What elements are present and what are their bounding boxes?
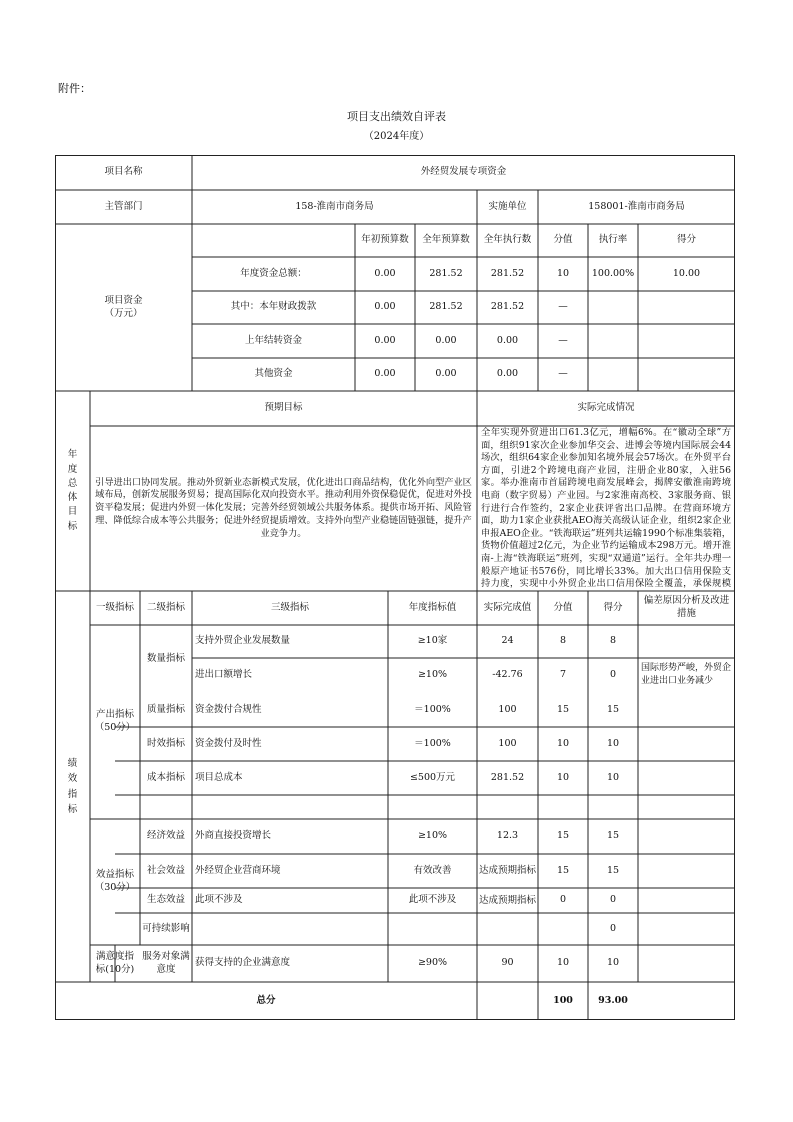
funds-header: 全年预算数 <box>422 234 470 246</box>
indicator-level2: 生态效益 <box>146 894 185 906</box>
indicator-target: ≥90% <box>417 957 448 969</box>
project-name-value: 外经贸发展专项资金 <box>420 166 507 178</box>
indicator-actual: 100 <box>498 703 517 715</box>
indicator-score: 15 <box>606 703 620 715</box>
indicator-level2: 质量指标 <box>146 703 185 715</box>
indicator-target: 此项不涉及 <box>408 894 457 906</box>
indicator-level3: 支持外贸企业发展数量 <box>195 635 291 647</box>
indicator-score: 10 <box>606 737 620 749</box>
total-score: 93.00 <box>598 994 628 1006</box>
deviation-note: 国际形势严峻，外贸企业进出口业务减少 <box>641 663 732 686</box>
indicator-score: 0 <box>609 668 617 680</box>
funds-cell: — <box>558 301 568 313</box>
funds-header: 得分 <box>676 234 696 246</box>
project-name-label: 项目名称 <box>104 166 143 178</box>
indicator-level2: 社会效益 <box>146 864 185 876</box>
indicator-actual: 24 <box>501 635 514 647</box>
funds-cell: 0.00 <box>435 368 457 380</box>
funds-row-label: 上年结转资金 <box>244 334 302 346</box>
actual-result-text: 全年实现外贸进出口61.3亿元，增幅6%。在“徽动全球”方面，组织91家次企业参加华交会、进博会等境内国际展会44场次，组织64家企业参加知名境外展会57场次。在外贸平台方面，引进2个跨境电商产业园，注册企业80家，入驻56家。举办淮南市首届跨境电商发展峰会，揭牌安徽淮南跨境电商（数字贸易）产业园。与2家淮南高校、3家服务商、银行进行合作签约，2家企业获评省出口品牌。在营商环境方面，助力1家企业获批AEO海关高级认证企业，组织2家企业申报AEO企业。“铁海联运”班列共运输1990个标准集装箱，货物价值超过2亿元，为企业节约运输成本298万元。增开淮南-上海“铁海联运”班列，实现“双通道”运行。全年共办理一般原产地证书576份，同比增长33%。加大出口信用保险支持力度，实现中小外贸企业出口信用保险全覆盖，承保规模 <box>481 427 731 590</box>
satisfaction-indicators-label: 满意度指 标(10分) <box>95 950 135 975</box>
annual-goals-label: 年 度 总 体 目 标 <box>67 449 78 532</box>
form-year: （2024年度） <box>363 131 430 142</box>
indicator-actual: 达成预期指标 <box>479 894 537 906</box>
funds-cell: — <box>558 334 568 346</box>
indicator-points: 7 <box>559 668 567 680</box>
indicator-score: 10 <box>606 957 620 969</box>
funds-cell: 100.00% <box>591 267 635 279</box>
impl-unit-label: 实施单位 <box>488 200 527 212</box>
indicator-level2: 经济效益 <box>146 830 185 842</box>
actual-result-header: 实际完成情况 <box>577 402 635 414</box>
indicator-target: ＝100% <box>414 703 451 715</box>
indicator-level2: 可持续影响 <box>142 922 190 934</box>
indicator-points: 10 <box>556 957 570 969</box>
funds-row-label: 年度资金总额： <box>240 267 307 279</box>
funds-cell: 0.00 <box>374 301 396 313</box>
indicator-score: 10 <box>606 771 620 783</box>
perf-header: 年度指标值 <box>408 601 457 613</box>
indicator-actual: 达成预期指标 <box>479 864 537 876</box>
funds-row-label: 其中：本年财政拨款 <box>230 301 317 313</box>
expected-goal-text: 引导进出口协同发展。推动外贸新业态新模式发展，优化进出口商品结构，优化外向型产业区域布局，创新发展服务贸易；提高国际化双向投资水平。推动利用外资保稳促优，促进对外投资平稳发展；促进内外贸一体化发展；完善外经贸领域公共服务体系。提供市场开拓、风险管理、降低综合成本等公共服务；促进外经贸提质增效。支持外向型产业稳链固链强链，提升产业竞争力。 <box>95 476 472 539</box>
funds-cell: 281.52 <box>429 301 463 313</box>
indicator-score: 0 <box>609 922 617 934</box>
indicator-points: 10 <box>556 771 570 783</box>
performance-indicators-label: 绩 效 指 标 <box>67 758 78 815</box>
indicator-target: ≥10% <box>417 830 448 842</box>
dept-value: 158-淮南市商务局 <box>295 200 374 212</box>
funds-cell: 0.00 <box>435 334 457 346</box>
expected-goal-header: 预期目标 <box>264 402 303 414</box>
funds-cell: 281.52 <box>490 267 525 279</box>
funds-header: 执行率 <box>598 234 628 246</box>
indicator-actual: 100 <box>498 737 517 749</box>
total-label: 总分 <box>256 994 276 1006</box>
indicator-score: 8 <box>609 635 617 647</box>
funds-cell: 10.00 <box>672 267 701 279</box>
indicator-level3: 获得支持的企业满意度 <box>195 957 291 969</box>
indicator-score: 15 <box>606 830 620 842</box>
perf-header: 得分 <box>603 601 623 613</box>
perf-header: 偏差原因分析及改进措施 <box>643 595 730 619</box>
perf-header: 分值 <box>553 601 573 613</box>
indicator-level2: 服务对象满意度 <box>142 951 190 975</box>
annex-label: 附件： <box>58 82 91 95</box>
perf-header: 二级指标 <box>146 601 185 613</box>
indicator-target: ≥10家 <box>417 635 448 647</box>
indicator-level3: 资金拨付及时性 <box>195 737 262 749</box>
indicator-target: ≤500万元 <box>409 771 456 783</box>
indicator-level2: 时效指标 <box>146 737 185 749</box>
funds-cell: 0.00 <box>374 368 396 380</box>
indicator-actual: -42.76 <box>492 668 523 680</box>
indicator-score: 0 <box>609 894 617 906</box>
funds-cell: 281.52 <box>490 301 525 313</box>
indicator-level3: 资金拨付合规性 <box>195 703 262 715</box>
benefit-indicators-label: 效益指标 （30分） <box>94 869 136 893</box>
dept-label: 主管部门 <box>104 200 143 212</box>
perf-header: 三级指标 <box>270 601 309 613</box>
funds-cell: 0.00 <box>496 334 519 346</box>
indicator-level2: 成本指标 <box>146 771 185 783</box>
indicator-target: ≥10% <box>417 668 448 680</box>
funds-cell: 0.00 <box>374 334 396 346</box>
funds-row-label: 其他资金 <box>254 368 293 380</box>
indicator-actual: 12.3 <box>496 830 519 842</box>
funds-header: 年初预算数 <box>361 234 409 246</box>
funds-label: 项目资金 （万元） <box>104 294 143 319</box>
indicator-level3: 外经贸企业营商环境 <box>195 864 281 876</box>
funds-cell: 10 <box>556 267 570 279</box>
indicator-points: 8 <box>559 635 567 647</box>
indicator-level3: 此项不涉及 <box>195 894 243 906</box>
indicator-score: 15 <box>606 864 620 876</box>
perf-header: 实际完成值 <box>483 601 532 613</box>
indicator-level2: 数量指标 <box>146 652 185 664</box>
indicator-points: 0 <box>559 894 567 906</box>
indicator-target: ＝100% <box>414 737 451 749</box>
indicator-target: 有效改善 <box>413 864 452 876</box>
indicator-points: 15 <box>556 703 570 715</box>
output-indicators-label: 产出指标 （50分） <box>94 709 136 733</box>
indicator-level3: 项目总成本 <box>195 771 243 783</box>
perf-header: 一级指标 <box>95 601 134 613</box>
indicator-actual: 281.52 <box>490 771 525 783</box>
indicator-points: 15 <box>556 864 570 876</box>
funds-cell: 281.52 <box>429 267 463 279</box>
funds-header: 分值 <box>553 234 573 246</box>
impl-unit-value: 158001-淮南市商务局 <box>588 200 685 212</box>
form-title: 项目支出绩效自评表 <box>347 110 446 123</box>
indicator-points: 10 <box>556 737 570 749</box>
evaluation-table <box>55 155 735 1020</box>
funds-cell: — <box>558 368 568 380</box>
total-points: 100 <box>553 994 573 1006</box>
indicator-level3: 外商直接投资增长 <box>195 830 272 842</box>
indicator-points: 15 <box>556 830 570 842</box>
indicator-level3: 进出口额增长 <box>195 668 253 680</box>
funds-cell: 0.00 <box>496 368 519 380</box>
indicator-actual: 90 <box>501 957 514 969</box>
funds-header: 全年执行数 <box>483 234 532 246</box>
funds-cell: 0.00 <box>374 267 396 279</box>
